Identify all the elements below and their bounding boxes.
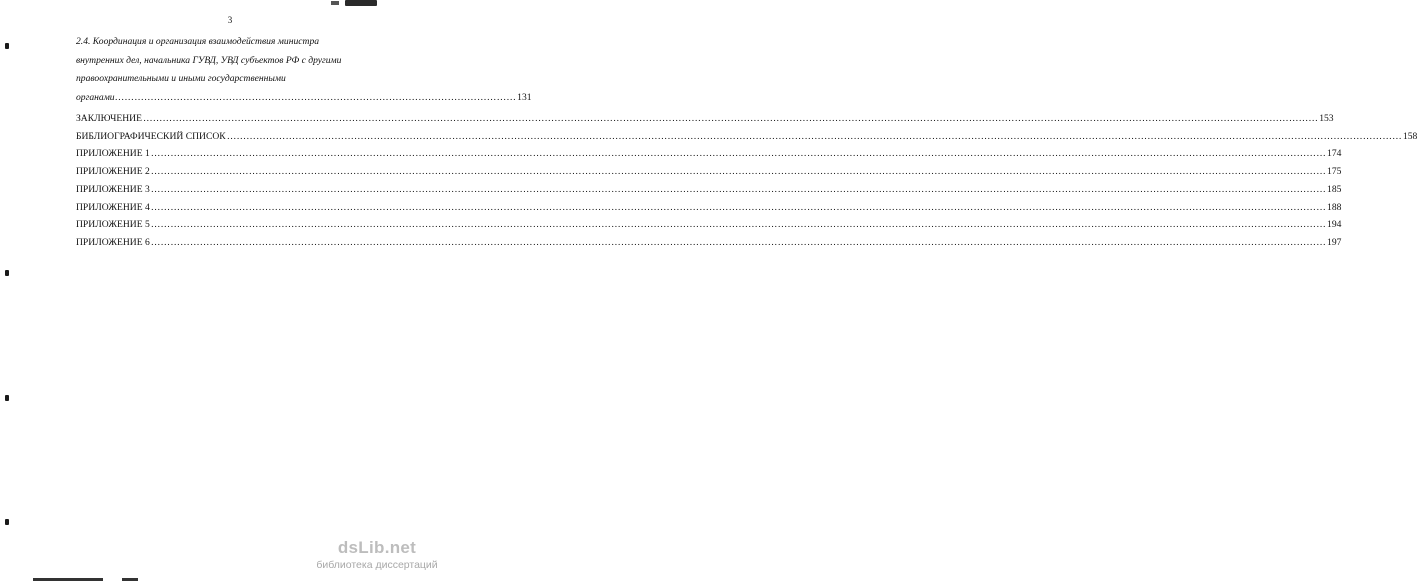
scan-artifact xyxy=(5,519,9,525)
scan-artifact xyxy=(345,0,377,6)
toc-entry xyxy=(76,234,1342,252)
toc-entry-page: 197 xyxy=(1327,236,1342,248)
toc-entry-label: ПРИЛОЖЕНИЕ 4 xyxy=(76,201,150,213)
toc-entry-label: ПРИЛОЖЕНИЕ 1 xyxy=(76,148,150,160)
dot-leader: ……………………………………………………………………………………………………………………………………………………………………………………………………………………………………………………………………………………………………………………………… xyxy=(150,148,1327,160)
toc-entry-page: 175 xyxy=(1327,166,1342,178)
scan-artifact xyxy=(122,578,138,581)
scan-artifact xyxy=(33,578,103,581)
scan-artifact xyxy=(5,395,9,401)
toc-entry xyxy=(76,110,1334,128)
toc-entry-label: ПРИЛОЖЕНИЕ 3 xyxy=(76,183,150,195)
table-of-contents xyxy=(76,110,1417,252)
watermark-text: библиотека диссертаций xyxy=(316,559,438,571)
scan-artifact xyxy=(5,43,9,49)
dot-leader: ……………………………………………………………………………………………………………………………………………………………………………………………………………………………………………………………………………………………………………………………… xyxy=(226,130,1402,142)
dot-leader: ……………………………………………………………………………………………………………………………………………………………………………………………………………………………………………………………………………………………………………………………… xyxy=(150,166,1327,178)
dot-leader: ……………………………………………………………………………………………………………………………………………………………………………………………………………………………………………………………………………………………………………………………… xyxy=(150,236,1327,248)
toc-entry xyxy=(76,128,1417,146)
section-title-line: 2.4. Координация и организация взаимодействия министра xyxy=(76,36,320,47)
toc-entry-label: ЗАКЛЮЧЕНИЕ xyxy=(76,113,142,124)
toc-entry xyxy=(76,216,1342,234)
toc-section-entry xyxy=(76,33,532,107)
section-title-text: органами xyxy=(76,91,115,103)
section-page-number: 131 xyxy=(517,91,532,103)
toc-entry-label: ПРИЛОЖЕНИЕ 5 xyxy=(76,219,150,231)
page-number: 3 xyxy=(227,15,233,25)
toc-entry-page: 174 xyxy=(1327,148,1342,160)
toc-entry-label: ПРИЛОЖЕНИЕ 6 xyxy=(76,236,150,248)
toc-entry-page: 158 xyxy=(1402,130,1417,142)
toc-entry xyxy=(76,163,1342,181)
dot-leader: ……………………………………………………………………………………………………………………………………………………………………………………………………………………………………………………………………………………………………………………………… xyxy=(150,183,1327,195)
dot-leader: ……………………………………………………………………………………………………………………………………………………………………………………………………………………………………………………………………………………………………………………………… xyxy=(142,113,1319,124)
section-title-line: внутренних дел, начальника ГУВД, УВД субъектов РФ с другими xyxy=(76,54,342,66)
section-title-line: правоохранительными и иными государственными xyxy=(76,73,286,84)
watermark xyxy=(312,538,442,571)
toc-entry-page: 188 xyxy=(1327,201,1342,213)
toc-entry xyxy=(76,181,1342,199)
scan-artifact xyxy=(5,270,9,276)
dot-leader: ……………………………………………………………………………………………………………………………………………………………………………………………………………………………………………………………………………………………………………………………… xyxy=(150,219,1327,231)
toc-entry xyxy=(76,145,1342,163)
watermark-logo: dsLib.net xyxy=(337,538,417,557)
toc-entry-page: 194 xyxy=(1327,219,1342,231)
section-title-line xyxy=(76,89,532,108)
toc-entry xyxy=(76,199,1342,217)
toc-entry-page: 153 xyxy=(1319,113,1334,124)
toc-entry-label: БИБЛИОГРАФИЧЕСКИЙ СПИСОК xyxy=(76,130,226,142)
toc-entry-label: ПРИЛОЖЕНИЕ 2 xyxy=(76,166,150,178)
dot-leader: …………………………………………………………………………………………………………… xyxy=(114,91,517,103)
toc-entry-page: 185 xyxy=(1327,183,1342,195)
dot-leader: ……………………………………………………………………………………………………………………………………………………………………………………………………………………………………………………………………………………………………………………………… xyxy=(150,201,1327,213)
